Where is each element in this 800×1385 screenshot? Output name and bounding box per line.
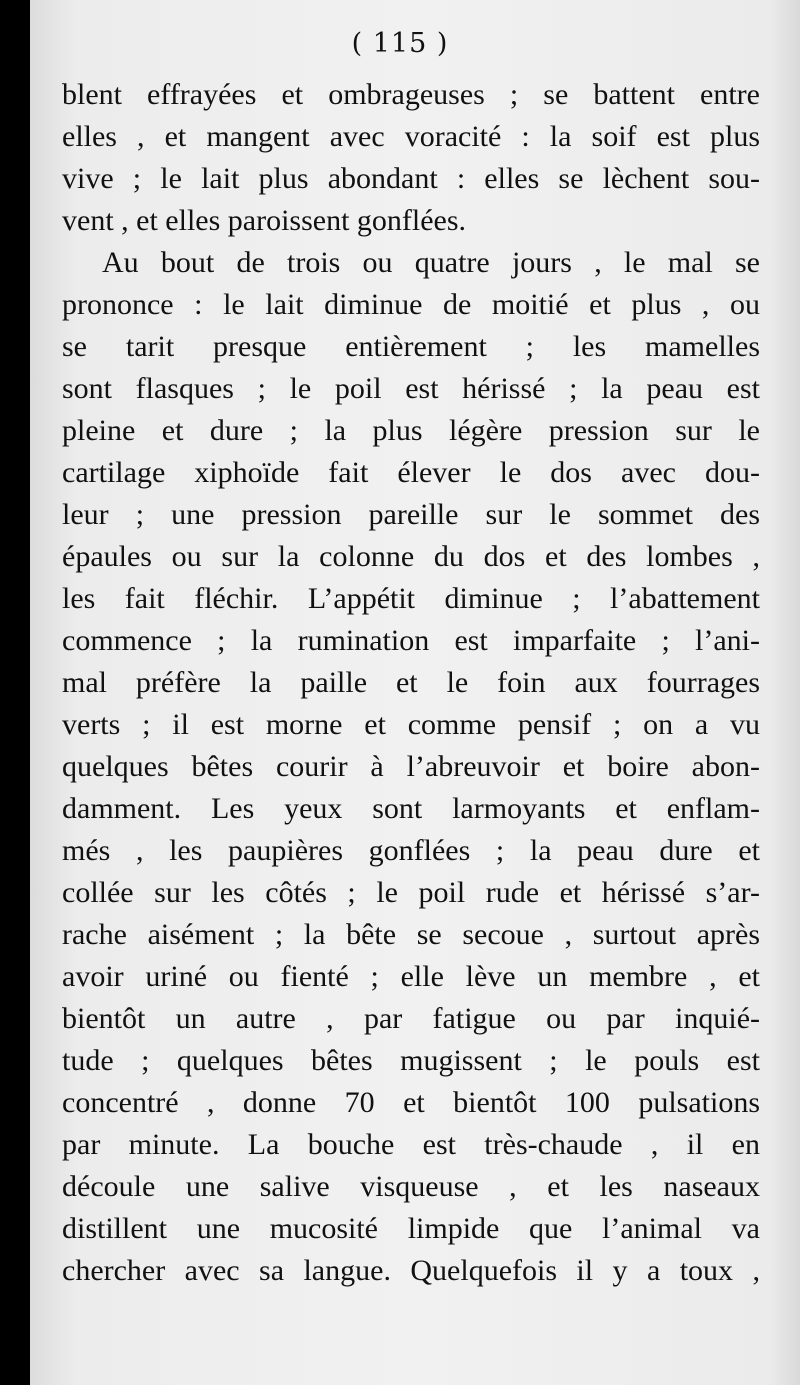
body-text [62,74,760,1292]
text-line: prononce : le lait diminue de moitié et plus , ou [62,288,760,321]
text-line: leur ; une pression pareille sur le sommet des [62,498,760,531]
text-line: chercher avec sa langue. Quelquefois il y a toux , [62,1254,760,1287]
text-line: concentré , donne 70 et bientôt 100 pulsations [62,1086,760,1119]
page-number: ( 115 ) [351,28,449,59]
text-line: Au bout de trois ou quatre jours , le mal se [102,246,760,279]
text-line: distillent une mucosité limpide que l’animal va [62,1212,760,1245]
text-line: tude ; quelques bêtes mugissent ; le pouls est [62,1044,760,1077]
text-line: les fait fléchir. L’appétit diminue ; l’abattement [62,582,760,615]
text-line: épaules ou sur la colonne du dos et des lombes , [62,540,760,573]
text-line: rache aisément ; la bête se secoue , surtout après [62,918,760,951]
text-line: blent effrayées et ombrageuses ; se battent entre [62,78,760,111]
text-line: més , les paupières gonflées ; la peau dure et [62,834,760,867]
text-line: elles , et mangent avec voracité : la soif est plus [62,120,760,153]
text-line: découle une salive visqueuse , et les naseaux [62,1170,760,1203]
text-line: sont flasques ; le poil est hérissé ; la peau est [62,372,760,405]
text-line: se tarit presque entièrement ; les mamelles [62,330,760,363]
text-line: bientôt un autre , par fatigue ou par inquié- [62,1002,760,1035]
text-line: cartilage xiphoïde fait élever le dos avec dou- [62,456,760,489]
text-line: commence ; la rumination est imparfaite ; l’ani- [62,624,760,657]
text-line: damment. Les yeux sont larmoyants et enflam- [62,792,760,825]
text-line: avoir uriné ou fienté ; elle lève un membre , et [62,960,760,993]
text-line: quelques bêtes courir à l’abreuvoir et boire abon- [62,750,760,783]
text-line: verts ; il est morne et comme pensif ; on a vu [62,708,760,741]
text-line: vent , et elles paroissent gonflées. [62,204,467,237]
text-line: collée sur les côtés ; le poil rude et hérissé s’ar- [62,876,760,909]
text-line: vive ; le lait plus abondant : elles se lèchent sou- [62,162,760,195]
text-line: par minute. La bouche est très-chaude , il en [62,1128,760,1161]
text-line: pleine et dure ; la plus légère pression sur le [62,414,760,447]
text-line: mal préfère la paille et le foin aux fourrages [62,666,760,699]
